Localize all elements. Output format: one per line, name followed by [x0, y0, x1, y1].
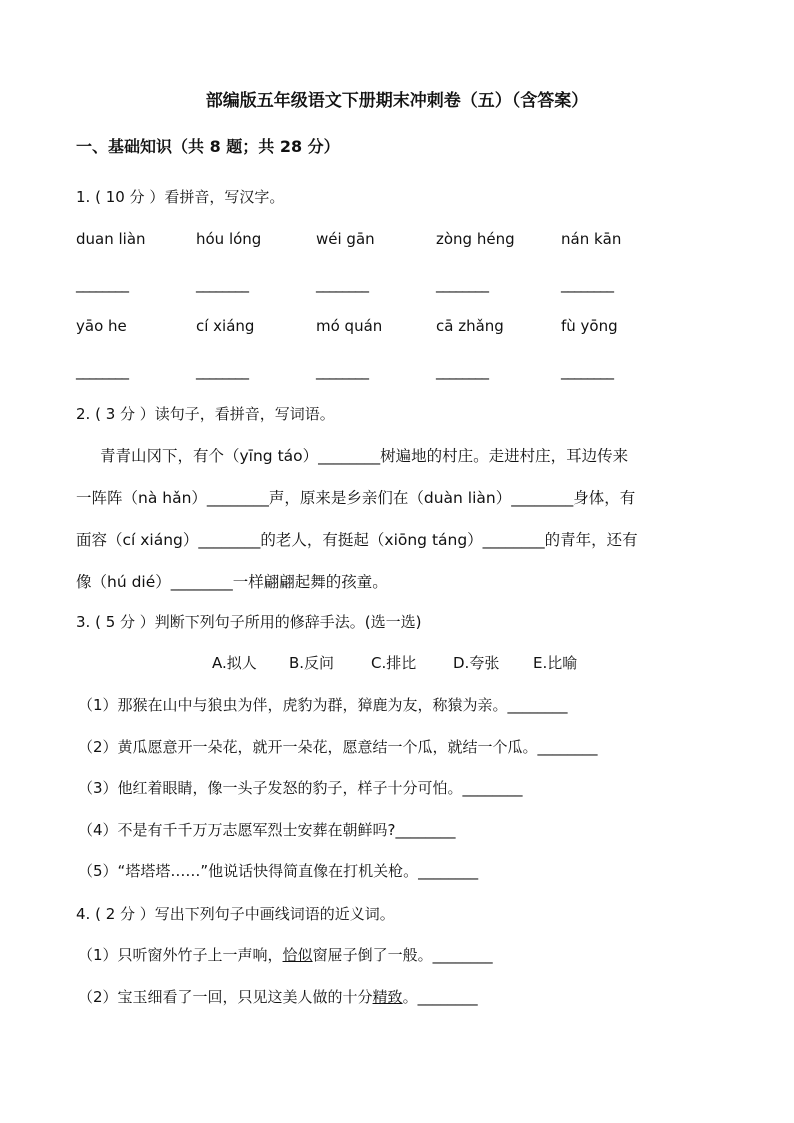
underlined-word: 精致 [372, 988, 403, 1006]
pinyin: cā zhǎng [436, 317, 504, 335]
answer-blank[interactable]: ________ [196, 362, 248, 380]
answer-blank[interactable]: ________ [316, 275, 368, 293]
pinyin: duan liàn [76, 230, 146, 248]
question-1-header: 1. ( 10 分 ）看拼音，写汉字。 [76, 188, 285, 206]
pinyin: fù yōng [561, 317, 618, 335]
underlined-word: 恰似 [282, 946, 313, 964]
answer-blank[interactable]: ________ [316, 362, 368, 380]
option-a: A.拟人 [212, 654, 257, 672]
option-e: E.比喻 [533, 654, 578, 672]
q3-item: （2）黄瓜愿意开一朵花，就开一朵花，愿意结一个瓜，就结一个瓜。________ [78, 738, 598, 756]
q4-item-text: （2）宝玉细看了一回，只见这美人做的十分 [78, 988, 373, 1006]
answer-blank[interactable]: ________ [436, 275, 488, 293]
answer-blank[interactable]: ________ [561, 275, 613, 293]
option-c: C.排比 [371, 654, 417, 672]
answer-blank[interactable]: ________ [561, 362, 613, 380]
q3-item: （3）他红着眼睛，像一头子发怒的豹子，样子十分可怕。________ [78, 779, 523, 797]
q4-item-text: （1）只听窗外竹子上一声响， [78, 946, 283, 964]
q4-item-text: 。________ [402, 988, 478, 1006]
q4-item-1 [78, 944, 493, 965]
pinyin: cí xiáng [196, 317, 255, 335]
q3-item: （4）不是有千千万万志愿军烈士安葬在朝鲜吗?________ [78, 821, 456, 839]
pinyin: nán kān [561, 230, 622, 248]
question-2-header: 2. ( 3 分 ）读句子，看拼音，写词语。 [76, 405, 335, 423]
section-heading: 一、基础知识（共 8 题；共 28 分） [76, 137, 340, 156]
q4-item-text: 窗屉子倒了一般。________ [312, 946, 493, 964]
passage-line: 一阵阵（nà hǎn）________声，原来是乡亲们在（duàn liàn）________身体，有 [76, 489, 636, 507]
option-b: B.反问 [289, 654, 335, 672]
q4-item-2 [78, 986, 478, 1007]
answer-blank[interactable]: ________ [76, 362, 128, 380]
answer-blank[interactable]: ________ [196, 275, 248, 293]
pinyin: hóu lóng [196, 230, 262, 248]
option-d: D.夸张 [453, 654, 500, 672]
question-4-header: 4. ( 2 分 ）写出下列句子中画线词语的近义词。 [76, 905, 395, 923]
pinyin: yāo he [76, 317, 127, 335]
question-3-header: 3. ( 5 分 ）判断下列句子所用的修辞手法。(选一选) [76, 613, 422, 631]
answer-blank[interactable]: ________ [436, 362, 488, 380]
pinyin: mó quán [316, 317, 383, 335]
pinyin: zòng héng [436, 230, 515, 248]
passage-line: 面容（cí xiáng）________的老人，有挺起（xiōng táng）________的青年，还有 [76, 531, 638, 549]
passage-line: 青青山冈下，有个（yīng táo）________树遍地的村庄。走进村庄，耳边传来 [100, 447, 629, 465]
q3-item: （5）“塔塔塔……”他说话快得简直像在打机关枪。________ [78, 862, 479, 880]
pinyin: wéi gān [316, 230, 375, 248]
passage-line: 像（hú dié）________一样翩翩起舞的孩童。 [76, 573, 388, 591]
q3-item: （1）那猴在山中与狼虫为伴，虎豹为群，獐鹿为友，称猿为亲。________ [78, 696, 568, 714]
page-title: 部编版五年级语文下册期末冲刺卷（五）（含答案） [205, 91, 589, 111]
answer-blank[interactable]: ________ [76, 275, 128, 293]
